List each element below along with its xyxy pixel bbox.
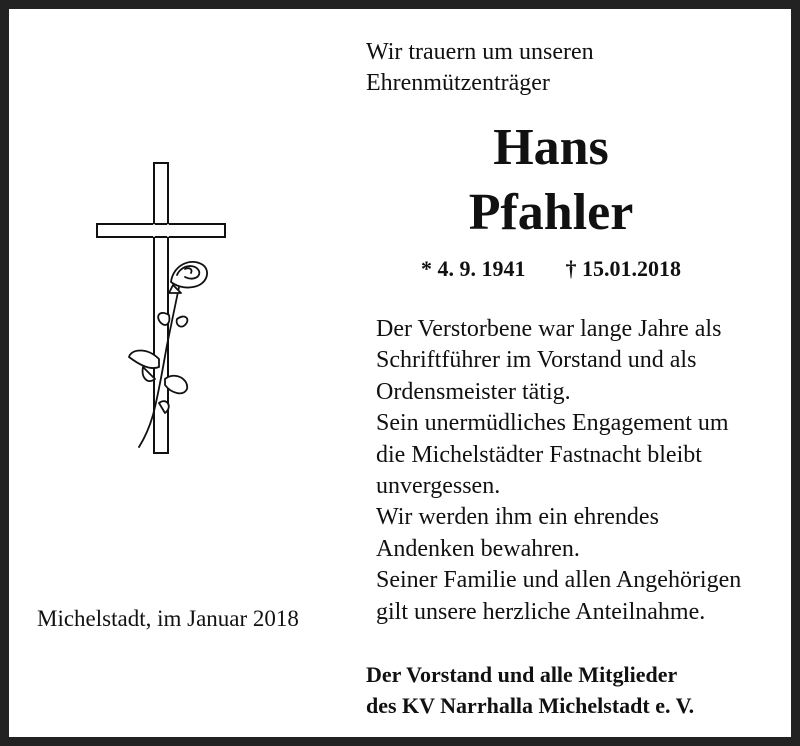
signature-line: Der Vorstand und alle Mitglieder [366, 662, 678, 687]
tribute-text [376, 314, 741, 628]
last-name: Pfahler [468, 184, 634, 241]
tribute-line: die Michelstädter Fastnacht bleibt [376, 441, 702, 468]
place-and-date: Michelstadt, im Januar 2018 [37, 606, 299, 631]
tribute-line: Sein unermüdliches Engagement um [376, 410, 729, 437]
tribute-line: Der Verstorbene war lange Jahre als [376, 316, 722, 342]
signature [366, 659, 694, 721]
tribute-line: Wir werden ihm ein ehrendes [376, 504, 659, 531]
tribute-line: Andenken bewahren. [376, 535, 580, 562]
tribute-line: Schriftführer im Vorstand und als [376, 347, 697, 374]
signature-line: des KV Narrhalla Michelstadt e. V. [366, 693, 695, 718]
first-name: Hans [493, 119, 609, 176]
life-dates [366, 254, 736, 284]
intro-text [366, 37, 594, 99]
intro-line: Ehrenmützenträger [366, 70, 550, 96]
tribute-line: unvergessen. [376, 472, 501, 499]
tribute-line: Ordensmeister tätig. [376, 378, 571, 405]
intro-line: Wir trauern um unseren [366, 39, 594, 65]
tribute-line: gilt unsere herzliche Anteilnahme. [376, 598, 706, 625]
tribute-line: Seiner Familie und allen Angehörigen [376, 567, 742, 594]
cross-with-rose-icon [89, 157, 239, 457]
birth-date: * 4. 9. 1941 [421, 256, 526, 281]
death-date: † 15.01.2018 [565, 256, 681, 281]
